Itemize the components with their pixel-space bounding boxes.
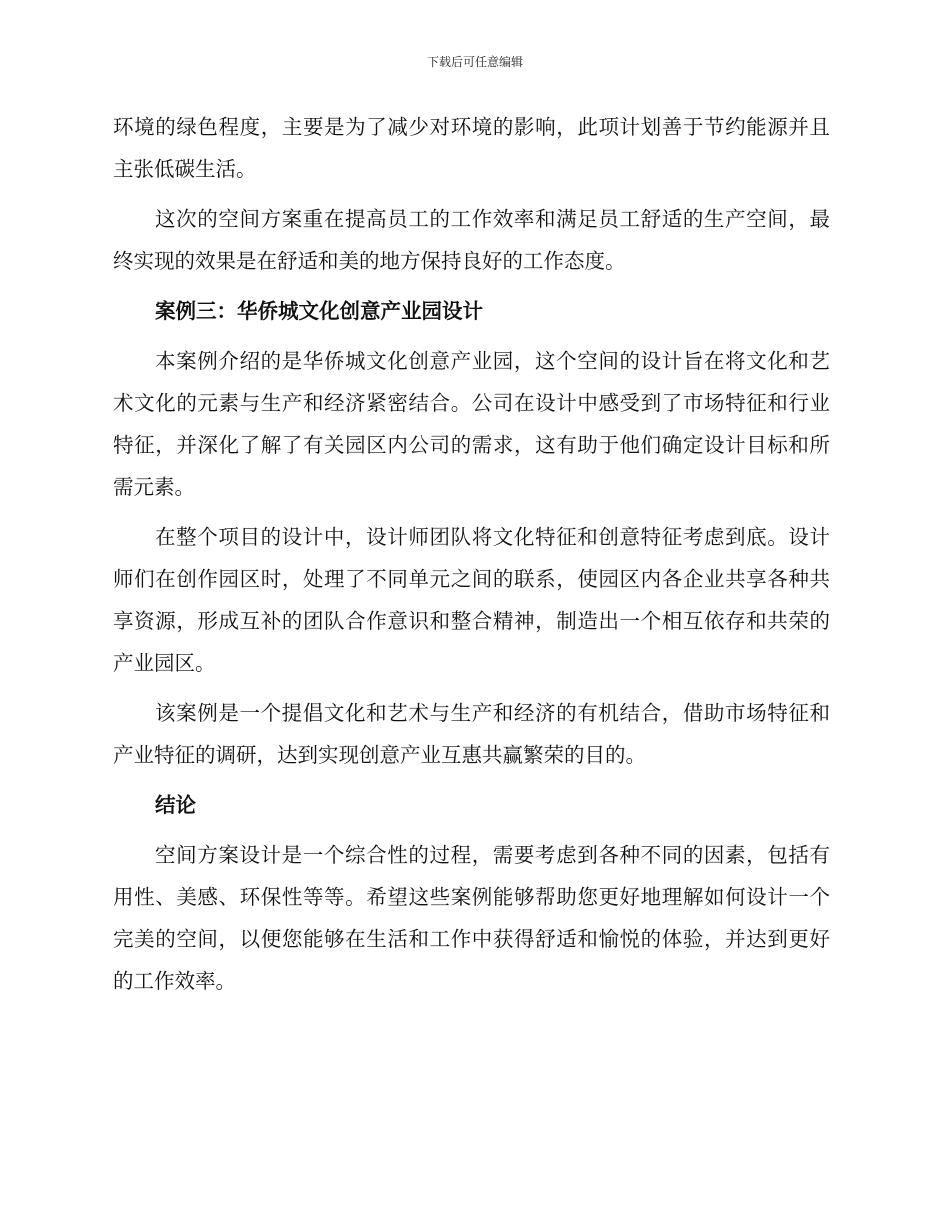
section-heading-case-three: 案例三：华侨城文化创意产业园设计 xyxy=(155,299,483,323)
paragraph-conclusion: 空间方案设计是一个综合性的过程，需要考虑到各种不同的因素，包括有用性、美感、环保性等等。希望这些案例能够帮助您更好地理解如何设计一个完美的空间，以便您能够在生活和工作中获得舒适和愉悦的体验，并达到更好的工作效率。 xyxy=(113,843,830,993)
section-heading-conclusion: 结论 xyxy=(155,793,196,817)
paragraph-case-three-intro: 本案例介绍的是华侨城文化创意产业园，这个空间的设计旨在将文化和艺术文化的元素与生产和经济紧密结合。公司在设计中感受到了市场特征和行业特征，并深化了解了有关园区内公司的需求，这有助于他们确定设计目标和所需元素。 xyxy=(113,349,830,499)
paragraph-case-three-summary: 该案例是一个提倡文化和艺术与生产和经济的有机结合，借助市场特征和产业特征的调研，达到实现创意产业互惠共赢繁荣的目的。 xyxy=(113,701,830,767)
paragraph-green-continuation: 环境的绿色程度，主要是为了减少对环境的影响，此项计划善于节约能源并且主张低碳生活。 xyxy=(113,115,830,181)
page-header: 下载后可任意编辑 xyxy=(426,55,523,69)
paragraph-space-plan-summary: 这次的空间方案重在提高员工的工作效率和满足员工舒适的生产空间，最终实现的效果是在舒适和美的地方保持良好的工作态度。 xyxy=(113,207,830,273)
document-body xyxy=(113,106,830,1002)
paragraph-case-three-design: 在整个项目的设计中，设计师团队将文化特征和创意特征考虑到底。设计师们在创作园区时，处理了不同单元之间的联系，使园区内各企业共享各种共享资源，形成互补的团队合作意识和整合精神，制造出一个相互依存和共荣的产业园区。 xyxy=(113,525,830,675)
